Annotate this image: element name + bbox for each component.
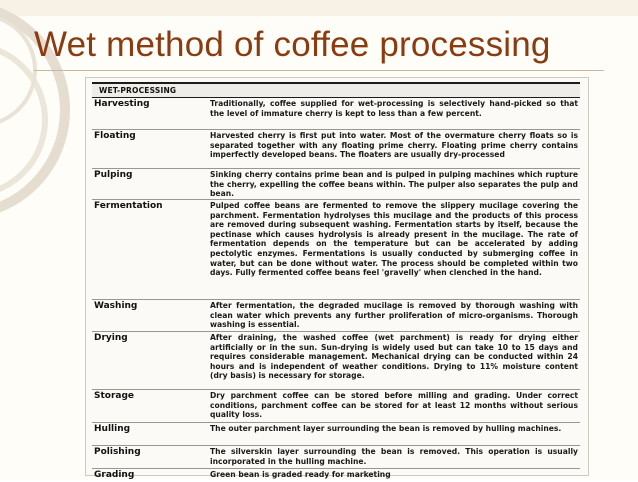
step-description: Dry parchment coffee can be stored before milling and grading. Under correct conditions, parchment coffee can be stored for at least 12 months without serious quality loss. bbox=[210, 391, 578, 420]
step-description: Harvested cherry is first put into water. Most of the overmature cherry floats so is separated together with any floating prime cherry. Floating prime cherry contains imperfectly developed beans. The floaters are usually dry-processed bbox=[210, 131, 578, 160]
table-row bbox=[92, 423, 580, 446]
step-name: Drying bbox=[94, 333, 128, 343]
step-name: Washing bbox=[94, 301, 138, 311]
table-row bbox=[92, 390, 580, 423]
table-header-bar bbox=[92, 82, 580, 98]
step-name: Floating bbox=[94, 131, 136, 141]
step-description: Green bean is graded ready for marketing bbox=[210, 470, 391, 479]
table-row bbox=[92, 98, 580, 130]
step-description: The outer parchment layer surrounding the bean is removed by hulling machines. bbox=[210, 424, 562, 433]
table-row bbox=[92, 169, 580, 200]
title-underline bbox=[34, 70, 604, 71]
step-description: After draining, the washed coffee (wet parchment) is ready for drying either artificially or in the sun. Sun-drying is widely used but can take 10 to 15 days and requires considerable management. Mechanical drying can be conducted within 24 hours and is independent of weather conditions. Drying to 11% moisture content (dry basis) is necessary for storage. bbox=[210, 333, 578, 381]
step-description: Pulped coffee beans are fermented to remove the slippery mucilage covering the parchment. Fermentation hydrolyses this mucilage and the products of this process are removed during subsequent washing. Fermentation starts by itself, because the pectinase which causes hydrolysis is already present in the mucilage. The rate of fermentation depends on the temperature but can be accelerated by adding pectolytic enzymes. Fermentations is usually conducted by submerging coffee in water, but can be done without water. The process should be completed within two days. Fully fermented coffee beans feel 'gravelly' when clenched in the hand. bbox=[210, 201, 578, 278]
step-description: Sinking cherry contains prime bean and is pulped in pulping machines which rupture the cherry, expelling the coffee beans within. The pulper also separates the pulp and bean. bbox=[210, 170, 578, 199]
slide-title: Wet method of coffee processing bbox=[34, 25, 551, 64]
step-description: Traditionally, coffee supplied for wet-processing is selectively hand-picked so that the level of immature cherry is kept to less than a few percent. bbox=[210, 99, 578, 118]
process-table bbox=[92, 98, 580, 482]
step-description: The silverskin layer surrounding the bean is removed. This operation is usually incorporated in the hulling machine. bbox=[210, 447, 578, 466]
table-row bbox=[92, 332, 580, 390]
step-description: After fermentation, the degraded mucilage is removed by thorough washing with clean water which prevents any further proliferation of micro-organisms. Thorough washing is essential. bbox=[210, 301, 578, 330]
table-row bbox=[92, 469, 580, 482]
step-name: Polishing bbox=[94, 447, 141, 457]
table-row bbox=[92, 130, 580, 169]
scanned-table-image bbox=[86, 78, 588, 480]
step-name: Pulping bbox=[94, 170, 133, 180]
step-name: Hulling bbox=[94, 424, 131, 434]
table-row bbox=[92, 446, 580, 469]
table-row bbox=[92, 300, 580, 332]
table-header-title: WET-PROCESSING bbox=[99, 86, 177, 95]
step-name: Storage bbox=[94, 391, 135, 401]
step-name: Grading bbox=[94, 470, 135, 480]
table-row bbox=[92, 200, 580, 300]
step-name: Fermentation bbox=[94, 201, 163, 211]
step-name: Harvesting bbox=[94, 99, 150, 109]
